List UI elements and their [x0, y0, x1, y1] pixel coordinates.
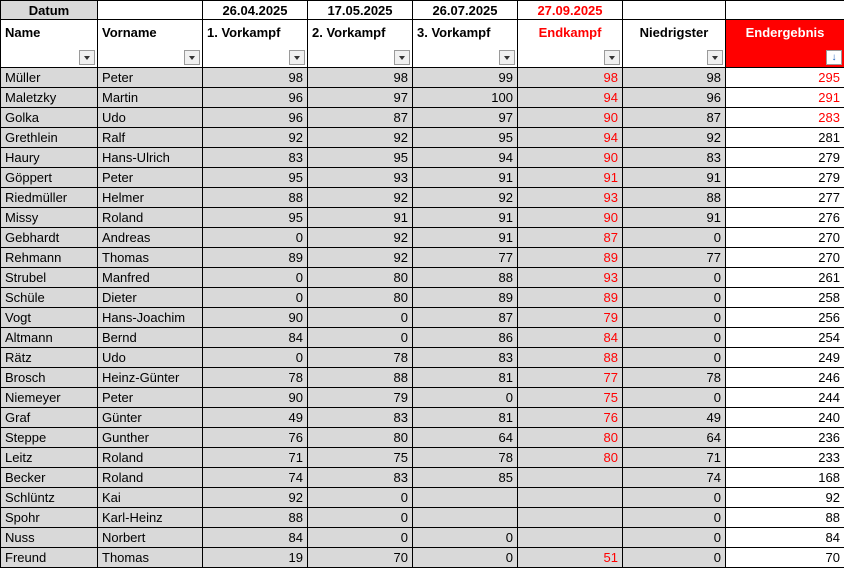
cell-name: Schlüntz — [1, 488, 98, 508]
cell-result: 84 — [726, 528, 844, 548]
date-cell-1: 26.04.2025 — [203, 1, 308, 20]
cell-end: 84 — [518, 328, 623, 348]
cell-v2: 98 — [308, 68, 413, 88]
cell-result: 240 — [726, 408, 844, 428]
cell-name: Schüle — [1, 288, 98, 308]
cell-v1: 84 — [203, 528, 308, 548]
cell-low: 0 — [623, 348, 726, 368]
cell-name: Spohr — [1, 508, 98, 528]
cell-v2: 93 — [308, 168, 413, 188]
cell-v3: 78 — [413, 448, 518, 468]
datum-spacer-low — [623, 1, 726, 20]
cell-result: 279 — [726, 168, 844, 188]
cell-end — [518, 468, 623, 488]
cell-vorname: Thomas — [98, 248, 203, 268]
table-row[interactable] — [1, 168, 844, 188]
cell-v1: 19 — [203, 548, 308, 568]
cell-name: Maletzky — [1, 88, 98, 108]
cell-v2: 80 — [308, 268, 413, 288]
cell-vorname: Udo — [98, 108, 203, 128]
cell-name: Brosch — [1, 368, 98, 388]
cell-low: 74 — [623, 468, 726, 488]
table-row[interactable] — [1, 408, 844, 428]
cell-vorname: Kai — [98, 488, 203, 508]
cell-v3: 89 — [413, 288, 518, 308]
cell-v3: 81 — [413, 368, 518, 388]
header-name-label: Name — [5, 25, 41, 40]
datum-label: Datum — [1, 1, 98, 20]
cell-name: Freund — [1, 548, 98, 568]
header-vorkampf-2 — [308, 20, 413, 68]
cell-low: 98 — [623, 68, 726, 88]
cell-v3: 91 — [413, 208, 518, 228]
table-row[interactable] — [1, 268, 844, 288]
cell-result: 233 — [726, 448, 844, 468]
filter-button-vorkampf-2[interactable] — [394, 50, 410, 65]
table-row[interactable] — [1, 328, 844, 348]
cell-result: 246 — [726, 368, 844, 388]
cell-v1: 92 — [203, 128, 308, 148]
cell-end: 90 — [518, 148, 623, 168]
filter-button-vorkampf-1[interactable] — [289, 50, 305, 65]
cell-low: 91 — [623, 168, 726, 188]
cell-v3: 0 — [413, 548, 518, 568]
cell-v1: 96 — [203, 88, 308, 108]
cell-low: 78 — [623, 368, 726, 388]
cell-name: Steppe — [1, 428, 98, 448]
table-row[interactable] — [1, 368, 844, 388]
cell-v1: 74 — [203, 468, 308, 488]
cell-v2: 80 — [308, 428, 413, 448]
filter-button-vorname[interactable] — [184, 50, 200, 65]
cell-low: 96 — [623, 88, 726, 108]
cell-low: 83 — [623, 148, 726, 168]
cell-v2: 0 — [308, 508, 413, 528]
cell-result: 168 — [726, 468, 844, 488]
cell-name: Missy — [1, 208, 98, 228]
cell-end: 75 — [518, 388, 623, 408]
cell-vorname: Roland — [98, 208, 203, 228]
cell-name: Golka — [1, 108, 98, 128]
cell-v1: 88 — [203, 188, 308, 208]
cell-v3: 85 — [413, 468, 518, 488]
cell-v2: 78 — [308, 348, 413, 368]
cell-name: Göppert — [1, 168, 98, 188]
cell-name: Haury — [1, 148, 98, 168]
cell-v2: 79 — [308, 388, 413, 408]
cell-v1: 71 — [203, 448, 308, 468]
header-vorname-label: Vorname — [102, 25, 157, 40]
cell-end: 88 — [518, 348, 623, 368]
cell-result: 276 — [726, 208, 844, 228]
header-endkampf-label: Endkampf — [538, 25, 602, 40]
cell-vorname: Roland — [98, 468, 203, 488]
cell-vorname: Thomas — [98, 548, 203, 568]
cell-end: 87 — [518, 228, 623, 248]
cell-vorname: Dieter — [98, 288, 203, 308]
cell-result: 291 — [726, 88, 844, 108]
cell-low: 49 — [623, 408, 726, 428]
cell-end: 51 — [518, 548, 623, 568]
cell-vorname: Ralf — [98, 128, 203, 148]
cell-name: Rätz — [1, 348, 98, 368]
cell-name: Leitz — [1, 448, 98, 468]
cell-end: 93 — [518, 188, 623, 208]
cell-v3: 97 — [413, 108, 518, 128]
cell-v2: 75 — [308, 448, 413, 468]
table-row[interactable] — [1, 508, 844, 528]
cell-v1: 95 — [203, 208, 308, 228]
cell-low: 0 — [623, 268, 726, 288]
header-endkampf — [518, 20, 623, 68]
table-row[interactable] — [1, 228, 844, 248]
cell-name: Becker — [1, 468, 98, 488]
cell-v3: 100 — [413, 88, 518, 108]
header-vorkampf-3-label: 3. Vorkampf — [417, 25, 491, 40]
cell-result: 249 — [726, 348, 844, 368]
cell-low: 91 — [623, 208, 726, 228]
cell-vorname: Hans-Ulrich — [98, 148, 203, 168]
cell-end: 98 — [518, 68, 623, 88]
cell-v3: 94 — [413, 148, 518, 168]
cell-v3: 88 — [413, 268, 518, 288]
cell-v3: 87 — [413, 308, 518, 328]
cell-end: 79 — [518, 308, 623, 328]
cell-low: 64 — [623, 428, 726, 448]
cell-v2: 97 — [308, 88, 413, 108]
cell-low: 77 — [623, 248, 726, 268]
cell-v3 — [413, 508, 518, 528]
cell-low: 0 — [623, 388, 726, 408]
cell-v1: 76 — [203, 428, 308, 448]
cell-end — [518, 508, 623, 528]
cell-low: 87 — [623, 108, 726, 128]
cell-result: 244 — [726, 388, 844, 408]
table-row[interactable] — [1, 308, 844, 328]
cell-v1: 49 — [203, 408, 308, 428]
cell-vorname: Helmer — [98, 188, 203, 208]
cell-name: Gebhardt — [1, 228, 98, 248]
filter-button-endergebnis[interactable] — [826, 50, 842, 65]
cell-v3: 99 — [413, 68, 518, 88]
cell-low: 88 — [623, 188, 726, 208]
cell-v2: 0 — [308, 328, 413, 348]
cell-v3: 95 — [413, 128, 518, 148]
cell-result: 295 — [726, 68, 844, 88]
header-vorkampf-2-label: 2. Vorkampf — [312, 25, 386, 40]
cell-end: 80 — [518, 428, 623, 448]
cell-end: 89 — [518, 248, 623, 268]
cell-v1: 90 — [203, 308, 308, 328]
cell-result: 88 — [726, 508, 844, 528]
cell-v3: 91 — [413, 168, 518, 188]
date-header-row — [1, 1, 844, 20]
table-row[interactable] — [1, 428, 844, 448]
cell-result: 270 — [726, 248, 844, 268]
cell-end — [518, 528, 623, 548]
cell-name: Grethlein — [1, 128, 98, 148]
cell-end — [518, 488, 623, 508]
cell-v1: 0 — [203, 288, 308, 308]
table-row[interactable] — [1, 468, 844, 488]
cell-v2: 83 — [308, 468, 413, 488]
table-row[interactable] — [1, 388, 844, 408]
cell-end: 90 — [518, 208, 623, 228]
table-row[interactable] — [1, 448, 844, 468]
header-name — [1, 20, 98, 68]
cell-v1: 0 — [203, 228, 308, 248]
cell-v1: 84 — [203, 328, 308, 348]
cell-low: 0 — [623, 508, 726, 528]
header-vorkampf-1-label: 1. Vorkampf — [207, 25, 281, 40]
cell-name: Niemeyer — [1, 388, 98, 408]
cell-vorname: Udo — [98, 348, 203, 368]
cell-result: 256 — [726, 308, 844, 328]
column-header-row — [1, 20, 844, 68]
cell-low: 0 — [623, 228, 726, 248]
cell-result: 236 — [726, 428, 844, 448]
cell-result: 281 — [726, 128, 844, 148]
cell-end: 76 — [518, 408, 623, 428]
cell-end: 91 — [518, 168, 623, 188]
table-row[interactable] — [1, 248, 844, 268]
cell-v3: 91 — [413, 228, 518, 248]
cell-v2: 95 — [308, 148, 413, 168]
cell-name: Graf — [1, 408, 98, 428]
cell-result: 261 — [726, 268, 844, 288]
table-row[interactable] — [1, 68, 844, 88]
cell-v2: 92 — [308, 188, 413, 208]
cell-v2: 88 — [308, 368, 413, 388]
cell-result: 92 — [726, 488, 844, 508]
cell-name: Nuss — [1, 528, 98, 548]
filter-button-endkampf[interactable] — [604, 50, 620, 65]
date-cell-2: 17.05.2025 — [308, 1, 413, 20]
table-body — [1, 68, 844, 568]
table-row[interactable] — [1, 188, 844, 208]
date-cell-4: 27.09.2025 — [518, 1, 623, 20]
cell-v3: 83 — [413, 348, 518, 368]
cell-name: Altmann — [1, 328, 98, 348]
cell-end: 93 — [518, 268, 623, 288]
cell-vorname: Bernd — [98, 328, 203, 348]
cell-v1: 88 — [203, 508, 308, 528]
cell-v3: 0 — [413, 388, 518, 408]
cell-vorname: Peter — [98, 168, 203, 188]
cell-vorname: Norbert — [98, 528, 203, 548]
datum-blank-cell — [98, 1, 203, 20]
header-vorkampf-1 — [203, 20, 308, 68]
sort-descending-icon: ↓ — [831, 51, 837, 63]
header-endergebnis-label: Endergebnis — [745, 25, 825, 40]
cell-result: 283 — [726, 108, 844, 128]
cell-low: 0 — [623, 488, 726, 508]
table-row[interactable] — [1, 88, 844, 108]
datum-spacer-result — [726, 1, 844, 20]
cell-v3 — [413, 488, 518, 508]
cell-vorname: Heinz-Günter — [98, 368, 203, 388]
table-row[interactable] — [1, 148, 844, 168]
cell-low: 0 — [623, 528, 726, 548]
cell-name: Müller — [1, 68, 98, 88]
cell-v2: 92 — [308, 128, 413, 148]
cell-low: 71 — [623, 448, 726, 468]
cell-v3: 77 — [413, 248, 518, 268]
cell-v1: 89 — [203, 248, 308, 268]
cell-v1: 78 — [203, 368, 308, 388]
cell-end: 94 — [518, 128, 623, 148]
cell-v1: 83 — [203, 148, 308, 168]
cell-vorname: Roland — [98, 448, 203, 468]
table-row[interactable] — [1, 128, 844, 148]
cell-vorname: Karl-Heinz — [98, 508, 203, 528]
cell-v2: 92 — [308, 248, 413, 268]
cell-v1: 0 — [203, 268, 308, 288]
cell-result: 254 — [726, 328, 844, 348]
table-row[interactable] — [1, 528, 844, 548]
cell-v1: 92 — [203, 488, 308, 508]
cell-end: 94 — [518, 88, 623, 108]
cell-v2: 80 — [308, 288, 413, 308]
cell-low: 0 — [623, 328, 726, 348]
cell-low: 0 — [623, 548, 726, 568]
cell-result: 279 — [726, 148, 844, 168]
header-endergebnis — [726, 20, 844, 68]
cell-v2: 0 — [308, 488, 413, 508]
cell-vorname: Gunther — [98, 428, 203, 448]
cell-v1: 90 — [203, 388, 308, 408]
cell-result: 277 — [726, 188, 844, 208]
cell-v1: 98 — [203, 68, 308, 88]
cell-name: Rehmann — [1, 248, 98, 268]
cell-v2: 0 — [308, 528, 413, 548]
cell-v2: 0 — [308, 308, 413, 328]
header-niedrigster-label: Niedrigster — [639, 25, 709, 40]
cell-vorname: Manfred — [98, 268, 203, 288]
cell-end: 89 — [518, 288, 623, 308]
header-vorkampf-3 — [413, 20, 518, 68]
table-row[interactable] — [1, 288, 844, 308]
table-row[interactable] — [1, 548, 844, 568]
cell-v3: 0 — [413, 528, 518, 548]
cell-name: Riedmüller — [1, 188, 98, 208]
cell-v2: 83 — [308, 408, 413, 428]
cell-result: 70 — [726, 548, 844, 568]
cell-v1: 95 — [203, 168, 308, 188]
cell-end: 80 — [518, 448, 623, 468]
cell-v1: 0 — [203, 348, 308, 368]
table-row[interactable] — [1, 348, 844, 368]
cell-low: 0 — [623, 288, 726, 308]
cell-end: 90 — [518, 108, 623, 128]
cell-name: Strubel — [1, 268, 98, 288]
filter-button-name[interactable] — [79, 50, 95, 65]
cell-end: 77 — [518, 368, 623, 388]
cell-v2: 91 — [308, 208, 413, 228]
cell-v2: 92 — [308, 228, 413, 248]
cell-v3: 64 — [413, 428, 518, 448]
cell-v3: 81 — [413, 408, 518, 428]
table-row[interactable] — [1, 108, 844, 128]
cell-vorname: Peter — [98, 68, 203, 88]
cell-vorname: Andreas — [98, 228, 203, 248]
cell-low: 0 — [623, 308, 726, 328]
cell-v1: 96 — [203, 108, 308, 128]
cell-low: 92 — [623, 128, 726, 148]
cell-vorname: Martin — [98, 88, 203, 108]
filter-button-niedrigster[interactable] — [707, 50, 723, 65]
table-row[interactable] — [1, 208, 844, 228]
table-row[interactable] — [1, 488, 844, 508]
cell-name: Vogt — [1, 308, 98, 328]
cell-v2: 87 — [308, 108, 413, 128]
date-cell-3: 26.07.2025 — [413, 1, 518, 20]
cell-v3: 86 — [413, 328, 518, 348]
cell-vorname: Günter — [98, 408, 203, 428]
cell-result: 270 — [726, 228, 844, 248]
cell-v2: 70 — [308, 548, 413, 568]
cell-vorname: Hans-Joachim — [98, 308, 203, 328]
header-niedrigster — [623, 20, 726, 68]
cell-vorname: Peter — [98, 388, 203, 408]
header-vorname — [98, 20, 203, 68]
filter-button-vorkampf-3[interactable] — [499, 50, 515, 65]
cell-v3: 92 — [413, 188, 518, 208]
cell-result: 258 — [726, 288, 844, 308]
